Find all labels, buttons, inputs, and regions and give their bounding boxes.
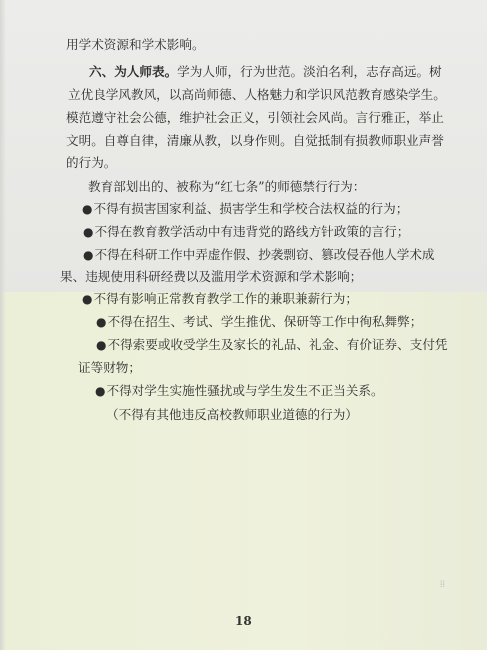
- scan-mark: ⁞⁞: [440, 580, 446, 590]
- list-item: ●不得有影响正常教育教学工作的兼职兼薪行为；: [82, 291, 358, 306]
- list-item: ●不得对学生实施性骚扰或与学生发生不正当关系。: [95, 383, 384, 398]
- text-line: 用学术资源和学术影响。: [66, 37, 205, 52]
- section-six-line: [89, 61, 442, 83]
- text-line: 模范遵守社会公德，维护社会正义，引领社会风尚。言行雅正，举止: [66, 110, 444, 125]
- text-line: 学为人师，行为世范。淡泊名利，志存高远。树: [177, 64, 442, 79]
- bullet-icon: ●: [96, 338, 107, 352]
- closing-note: （不得有其他违反高校教师职业道德的行为）: [106, 407, 358, 422]
- bullet-icon: ●: [95, 384, 106, 398]
- list-item: ●不得在招生、考试、学生推优、保研等工作中徇私舞弊；: [96, 314, 423, 329]
- bullet-icon: ●: [96, 315, 107, 329]
- list-item: ●不得索要或收受学生及家长的礼品、礼金、有价证券、支付凭: [96, 337, 448, 352]
- text-line: 立优良学风教风，以高尚师德、人格魅力和学识风范教育感染学生。: [68, 87, 446, 102]
- list-item-continuation: 果、违规使用科研经费以及滥用学术资源和学术影响；: [60, 269, 363, 284]
- bullet-icon: ●: [82, 292, 93, 306]
- page-number: 18: [235, 614, 252, 628]
- text-line: 文明。自尊自律，清廉从教，以身作则。自觉抵制有损教师职业声誉: [66, 133, 444, 148]
- text-line: 的行为。: [66, 155, 117, 170]
- bullet-icon: ●: [83, 248, 94, 262]
- bullet-icon: ●: [83, 225, 94, 239]
- list-item: ●不得有损害国家利益、损害学生和学校合法权益的行为；: [82, 201, 409, 216]
- list-item: ●不得在教育教学活动中有违背党的路线方针政策的言行；: [83, 224, 410, 239]
- intro-line: 教育部划出的、被称为“红七条”的师德禁行行为：: [88, 179, 366, 194]
- page-edge-shadow: [0, 0, 6, 650]
- list-item: ●不得在科研工作中弄虚作假、抄袭剽窃、篡改侵吞他人学术成: [83, 247, 435, 262]
- list-item-continuation: 证等财物；: [78, 360, 141, 375]
- bullet-icon: ●: [82, 202, 93, 216]
- section-heading: 六、为人师表。: [89, 64, 178, 79]
